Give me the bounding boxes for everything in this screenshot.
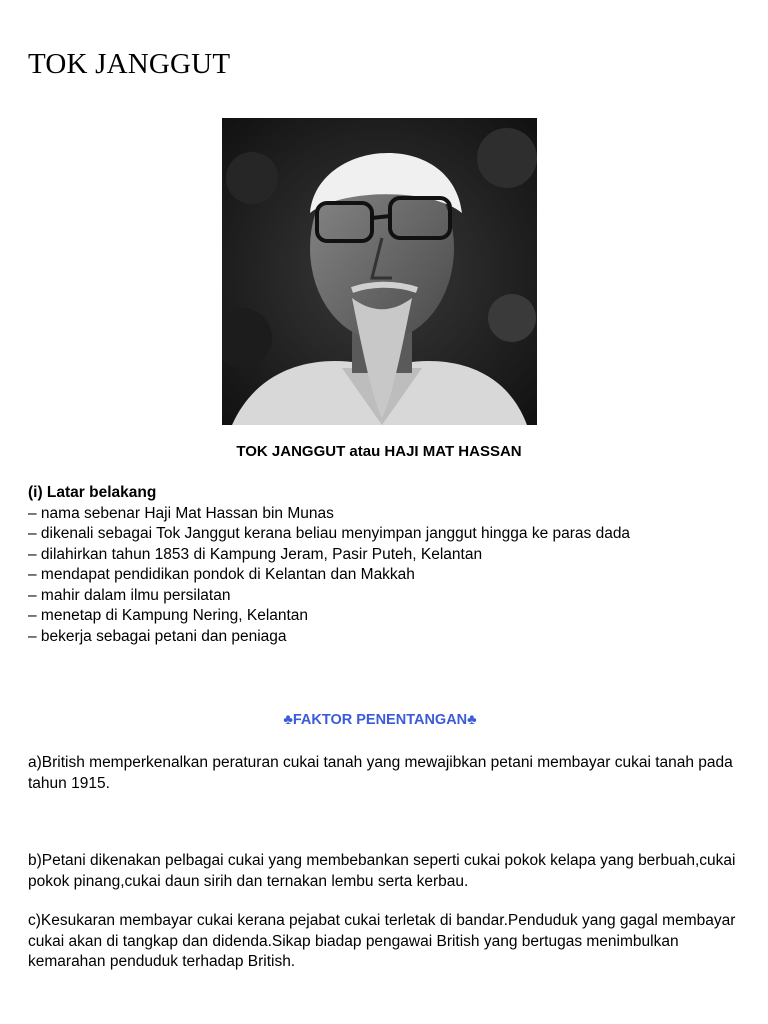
list-item: – dikenali sebagai Tok Janggut kerana beliau menyimpan janggut hingga ke paras dada xyxy=(28,525,631,542)
page-title: TOK JANGGUT xyxy=(28,48,231,80)
list-item: – mahir dalam ilmu persilatan xyxy=(28,586,231,604)
list-item: – menetap di Kampung Nering, Kelantan xyxy=(28,607,309,624)
photo-caption: TOK JANGGUT atau HAJI MAT HASSAN xyxy=(236,443,522,460)
factor-paragraph-c: c)Kesukaran membayar cukai kerana pejabat cukai terletak di bandar.Penduduk yang gagal membayar cukai akan di tangkap dan didenda.Sikap biadap pengawai British yang bertugas menimbulkan kemarahan penduduk terhadap British. xyxy=(28,912,736,970)
section-heading: (i) Latar belakang xyxy=(28,484,157,501)
list-item: – nama sebenar Haji Mat Hassan bin Munas xyxy=(28,504,334,522)
background-list xyxy=(28,504,748,648)
factor-paragraph-a: a)British memperkenalkan peraturan cukai tanah yang mewajibkan petani membayar cukai tanah pada tahun 1915. xyxy=(28,754,733,792)
background-section xyxy=(28,483,748,647)
factors-heading: ♣FAKTOR PENENTANGAN♣ xyxy=(283,712,477,728)
portrait-photo xyxy=(222,118,537,425)
factor-paragraph-b: b)Petani dikenakan pelbagai cukai yang membebankan seperti cukai pokok kelapa yang berbuah,cukai pokok pinang,cukai daun sirih dan ternakan lembu serta kerbau. xyxy=(28,852,736,890)
list-item: – mendapat pendidikan pondok di Kelantan dan Makkah xyxy=(28,566,415,583)
portrait-photo-icon xyxy=(222,118,537,425)
list-item: – dilahirkan tahun 1853 di Kampung Jeram, Pasir Puteh, Kelantan xyxy=(28,545,483,563)
list-item: – bekerja sebagai petani dan peniaga xyxy=(28,627,287,645)
